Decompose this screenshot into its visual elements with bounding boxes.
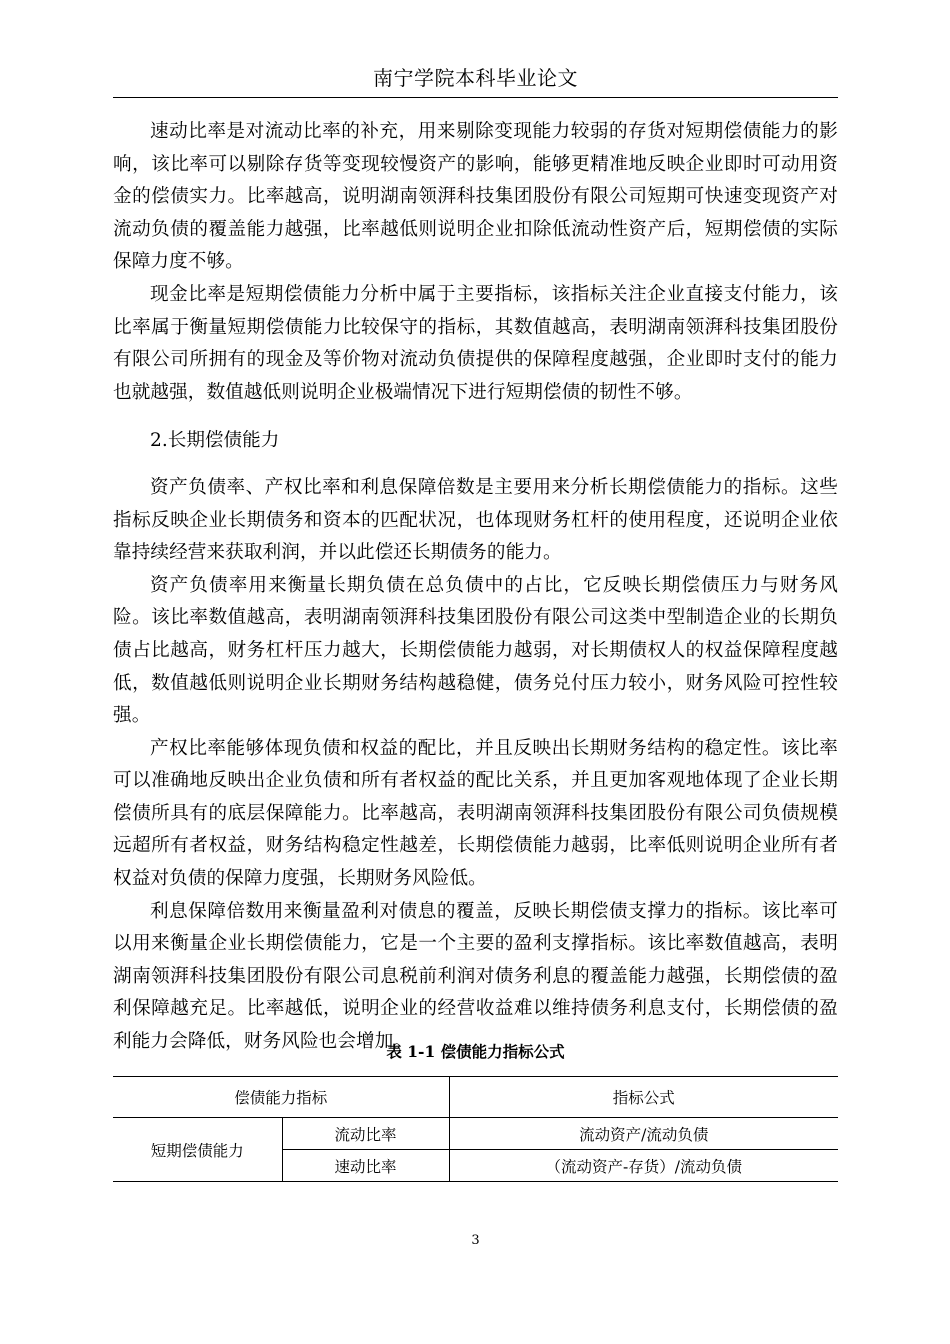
table-title: 表 1-1 偿债能力指标公式 xyxy=(386,1042,565,1061)
paragraph-long-term-intro: 资产负债率、产权比率和利息保障倍数是主要用来分析长期偿债能力的指标。这些指标反映企业长期债务和资本的匹配状况，也体现财务杠杆的使用程度，还说明企业依靠持续经营来获取利润，并以此偿还长期债务的能力。 xyxy=(113,476,838,564)
table-header-row xyxy=(113,1077,838,1118)
header-indicator-cell: 偿债能力指标 xyxy=(113,1077,449,1118)
paragraph-cash-ratio: 现金比率是短期偿债能力分析中属于主要指标，该指标关注企业直接支付能力，该比率属于衡量短期偿债能力比较保守的指标，其数值越高，表明湖南领湃科技集团股份有限公司所拥有的现金及等价物对流动负债提供的保障程度越强，企业即时支付的能力也就越强，数值越低则说明企业极端情况下进行短期偿债的韧性不够。 xyxy=(113,283,838,403)
indicator-name-cell: 流动比率 xyxy=(282,1118,449,1150)
paragraph-equity-ratio: 产权比率能够体现负债和权益的配比，并且反映出长期财务结构的稳定性。该比率可以准确地反映出企业负债和所有者权益的配比关系，并且更加客观地体现了企业长期偿债所具有的底层保障能力。比率越高，表明湖南领湃科技集团股份有限公司负债规模远超所有者权益，财务结构稳定性越差，长期偿债能力越弱，比率低则说明企业所有者权益对负债的保障力度强，长期财务风险低。 xyxy=(113,737,838,890)
page-number: 3 xyxy=(471,1233,480,1248)
formula-cell: 流动资产/流动负债 xyxy=(449,1118,838,1150)
paragraph-interest-coverage: 利息保障倍数用来衡量盈利对债息的覆盖，反映长期偿债支撑力的指标。该比率可以用来衡量企业长期偿债能力，它是一个主要的盈利支撑指标。该比率数值越高，表明湖南领湃科技集团股份有限公司息税前利润对债务利息的覆盖能力越强，长期偿债的盈利保障越充足。比率越低，说明企业的经营收益难以维持债务利息支付，长期偿债的盈利能力会降低，财务风险也会增加。 xyxy=(113,900,838,1053)
header-formula-cell: 指标公式 xyxy=(449,1077,838,1118)
header-divider xyxy=(113,97,838,98)
page-header: 南宁学院本科毕业论文 xyxy=(373,66,578,90)
group-label-cell: 短期偿债能力 xyxy=(113,1118,282,1182)
indicator-table xyxy=(113,1076,838,1182)
body-text xyxy=(113,116,838,1059)
section-heading: 2.长期偿债能力 xyxy=(150,430,280,452)
paragraph-debt-ratio: 资产负债率用来衡量长期负债在总负债中的占比，它反映长期偿债压力与财务风险。该比率数值越高，表明湖南领湃科技集团股份有限公司这类中型制造企业的长期负债占比越高，财务杠杆压力越大，长期偿债能力越弱，对长期债权人的权益保障程度越低，数值越低则说明企业长期财务结构越稳健，债务兑付压力较小，财务风险可控性较强。 xyxy=(113,574,838,727)
formula-cell: （流动资产-存货）/流动负债 xyxy=(449,1150,838,1182)
table-row xyxy=(113,1118,838,1150)
paragraph-quick-ratio: 速动比率是对流动比率的补充，用来剔除变现能力较弱的存货对短期偿债能力的影响，该比率可以剔除存货等变现较慢资产的影响，能够更精准地反映企业即时可动用资金的偿债实力。比率越高，说明湖南领湃科技集团股份有限公司短期可快速变现资产对流动负债的覆盖能力越强，比率越低则说明企业扣除低流动性资产后，短期偿债的实际保障力度不够。 xyxy=(113,121,838,273)
indicator-name-cell: 速动比率 xyxy=(282,1150,449,1182)
